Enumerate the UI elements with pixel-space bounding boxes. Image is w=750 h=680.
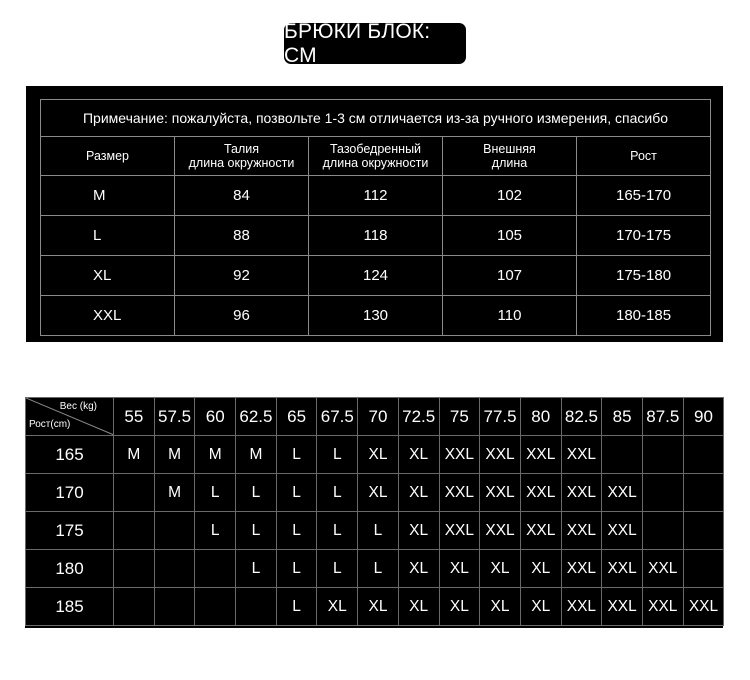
weight-header-cell: 60 — [195, 398, 236, 436]
size-recommendation-cell: L — [358, 550, 399, 588]
size-recommendation-cell: XL — [358, 474, 399, 512]
weight-header-cell: 80 — [520, 398, 561, 436]
size-recommendation-cell: L — [317, 512, 358, 550]
size-recommendation-cell — [154, 512, 195, 550]
table-row — [26, 436, 724, 474]
size-recommendation-cell: L — [236, 474, 277, 512]
size-recommendation-cell — [114, 512, 155, 550]
height-cell: 180-185 — [577, 296, 711, 336]
size-recommendation-cell: XXL — [439, 474, 480, 512]
table-row — [41, 216, 711, 256]
height-axis-label: Рост(cm) — [29, 419, 71, 430]
size-recommendation-cell: L — [236, 550, 277, 588]
size-recommendation-cell: M — [154, 436, 195, 474]
weight-header-row — [26, 398, 724, 436]
size-chart-panel — [26, 86, 723, 342]
size-recommendation-cell — [642, 474, 683, 512]
size-recommendation-cell — [683, 436, 724, 474]
size-recommendation-cell: XL — [358, 436, 399, 474]
size-recommendation-cell: XXL — [439, 512, 480, 550]
weight-header-cell: 55 — [114, 398, 155, 436]
length-cell: 102 — [443, 176, 577, 216]
size-recommendation-cell: XXL — [480, 512, 521, 550]
size-chart-table — [40, 99, 711, 336]
length-cell: 107 — [443, 256, 577, 296]
size-recommendation-cell: XXL — [561, 550, 602, 588]
size-recommendation-cell: M — [154, 474, 195, 512]
hip-cell: 118 — [309, 216, 443, 256]
size-recommendation-cell: M — [195, 436, 236, 474]
size-recommendation-cell: XXL — [602, 550, 643, 588]
height-cell: 170-175 — [577, 216, 711, 256]
size-recommendation-cell — [683, 474, 724, 512]
size-chart-header-row — [41, 137, 711, 176]
header-size: Размер — [41, 137, 175, 176]
size-recommendation-cell: XXL — [520, 436, 561, 474]
size-recommendation-cell: XL — [439, 550, 480, 588]
size-recommendation-cell: L — [195, 474, 236, 512]
header-waist: Талия длина окружности — [175, 137, 309, 176]
size-recommendation-cell: XL — [398, 588, 439, 626]
fit-chart-table — [25, 397, 724, 626]
size-cell: XL — [41, 256, 175, 296]
size-recommendation-cell: XL — [480, 588, 521, 626]
size-recommendation-cell: XXL — [602, 474, 643, 512]
corner-header-cell — [26, 398, 114, 436]
fit-chart-panel — [25, 397, 723, 628]
size-recommendation-cell: L — [276, 512, 317, 550]
weight-axis-label: Вес (kg) — [59, 401, 97, 412]
size-recommendation-cell: XXL — [602, 512, 643, 550]
size-recommendation-cell — [602, 436, 643, 474]
weight-header-cell: 62.5 — [236, 398, 277, 436]
size-recommendation-cell: XXL — [561, 474, 602, 512]
size-recommendation-cell — [114, 550, 155, 588]
page-title: БРЮКИ БЛОК: СМ — [284, 23, 466, 64]
weight-header-cell: 72.5 — [398, 398, 439, 436]
size-recommendation-cell: L — [358, 512, 399, 550]
size-recommendation-cell: XXL — [520, 512, 561, 550]
size-recommendation-cell: XL — [439, 588, 480, 626]
size-recommendation-cell: L — [317, 474, 358, 512]
weight-header-cell: 65 — [276, 398, 317, 436]
size-recommendation-cell: XL — [520, 550, 561, 588]
header-hip: Тазобедренный длина окружности — [309, 137, 443, 176]
table-row — [26, 588, 724, 626]
size-recommendation-cell: L — [276, 436, 317, 474]
size-recommendation-cell: M — [114, 436, 155, 474]
size-recommendation-cell: L — [276, 474, 317, 512]
weight-header-cell: 75 — [439, 398, 480, 436]
size-recommendation-cell — [683, 512, 724, 550]
size-recommendation-cell: XL — [398, 436, 439, 474]
height-cell: 165-170 — [577, 176, 711, 216]
weight-header-cell: 57.5 — [154, 398, 195, 436]
waist-cell: 96 — [175, 296, 309, 336]
size-recommendation-cell — [154, 550, 195, 588]
header-outer-length: Внешняя длина — [443, 137, 577, 176]
height-cell: 175-180 — [577, 256, 711, 296]
hip-cell: 124 — [309, 256, 443, 296]
size-cell: XXL — [41, 296, 175, 336]
size-recommendation-cell: L — [317, 436, 358, 474]
size-recommendation-cell: M — [236, 436, 277, 474]
size-recommendation-cell: XL — [480, 550, 521, 588]
weight-header-cell: 67.5 — [317, 398, 358, 436]
height-row-label: 180 — [26, 550, 114, 588]
size-recommendation-cell: XL — [398, 550, 439, 588]
weight-header-cell: 70 — [358, 398, 399, 436]
size-recommendation-cell: XXL — [683, 588, 724, 626]
waist-cell: 92 — [175, 256, 309, 296]
size-recommendation-cell: XXL — [439, 436, 480, 474]
weight-header-cell: 82.5 — [561, 398, 602, 436]
size-recommendation-cell: XL — [398, 474, 439, 512]
weight-header-cell: 77.5 — [480, 398, 521, 436]
height-row-label: 185 — [26, 588, 114, 626]
size-recommendation-cell — [683, 550, 724, 588]
size-recommendation-cell: L — [195, 512, 236, 550]
length-cell: 110 — [443, 296, 577, 336]
table-row — [41, 296, 711, 336]
table-row — [41, 176, 711, 216]
size-cell: M — [41, 176, 175, 216]
table-row — [26, 550, 724, 588]
size-recommendation-cell: XL — [358, 588, 399, 626]
size-recommendation-cell — [642, 436, 683, 474]
size-recommendation-cell: L — [276, 588, 317, 626]
table-row — [26, 474, 724, 512]
size-recommendation-cell: XXL — [520, 474, 561, 512]
table-row — [41, 256, 711, 296]
size-recommendation-cell: XL — [398, 512, 439, 550]
size-recommendation-cell: XL — [317, 588, 358, 626]
size-recommendation-cell: XL — [520, 588, 561, 626]
hip-cell: 130 — [309, 296, 443, 336]
height-row-label: 175 — [26, 512, 114, 550]
size-cell: L — [41, 216, 175, 256]
waist-cell: 88 — [175, 216, 309, 256]
size-recommendation-cell — [195, 588, 236, 626]
size-recommendation-cell — [195, 550, 236, 588]
size-recommendation-cell — [642, 512, 683, 550]
weight-header-cell: 90 — [683, 398, 724, 436]
size-recommendation-cell — [114, 474, 155, 512]
size-recommendation-cell: XXL — [561, 512, 602, 550]
size-recommendation-cell — [114, 588, 155, 626]
hip-cell: 112 — [309, 176, 443, 216]
height-row-label: 170 — [26, 474, 114, 512]
size-recommendation-cell: XXL — [561, 588, 602, 626]
waist-cell: 84 — [175, 176, 309, 216]
size-recommendation-cell: L — [236, 512, 277, 550]
size-recommendation-cell: XXL — [642, 588, 683, 626]
size-recommendation-cell: XXL — [642, 550, 683, 588]
table-row — [26, 512, 724, 550]
size-recommendation-cell: XXL — [480, 436, 521, 474]
header-height: Рост — [577, 137, 711, 176]
size-recommendation-cell — [154, 588, 195, 626]
weight-header-cell: 85 — [602, 398, 643, 436]
weight-header-cell: 87.5 — [642, 398, 683, 436]
height-row-label: 165 — [26, 436, 114, 474]
size-recommendation-cell: XXL — [561, 436, 602, 474]
size-recommendation-cell: XXL — [602, 588, 643, 626]
length-cell: 105 — [443, 216, 577, 256]
size-recommendation-cell: XXL — [480, 474, 521, 512]
size-recommendation-cell — [236, 588, 277, 626]
size-recommendation-cell: L — [276, 550, 317, 588]
size-recommendation-cell: L — [317, 550, 358, 588]
measurement-note: Примечание: пожалуйста, позвольте 1-3 см отличается из-за ручного измерения, спасибо — [41, 100, 711, 137]
